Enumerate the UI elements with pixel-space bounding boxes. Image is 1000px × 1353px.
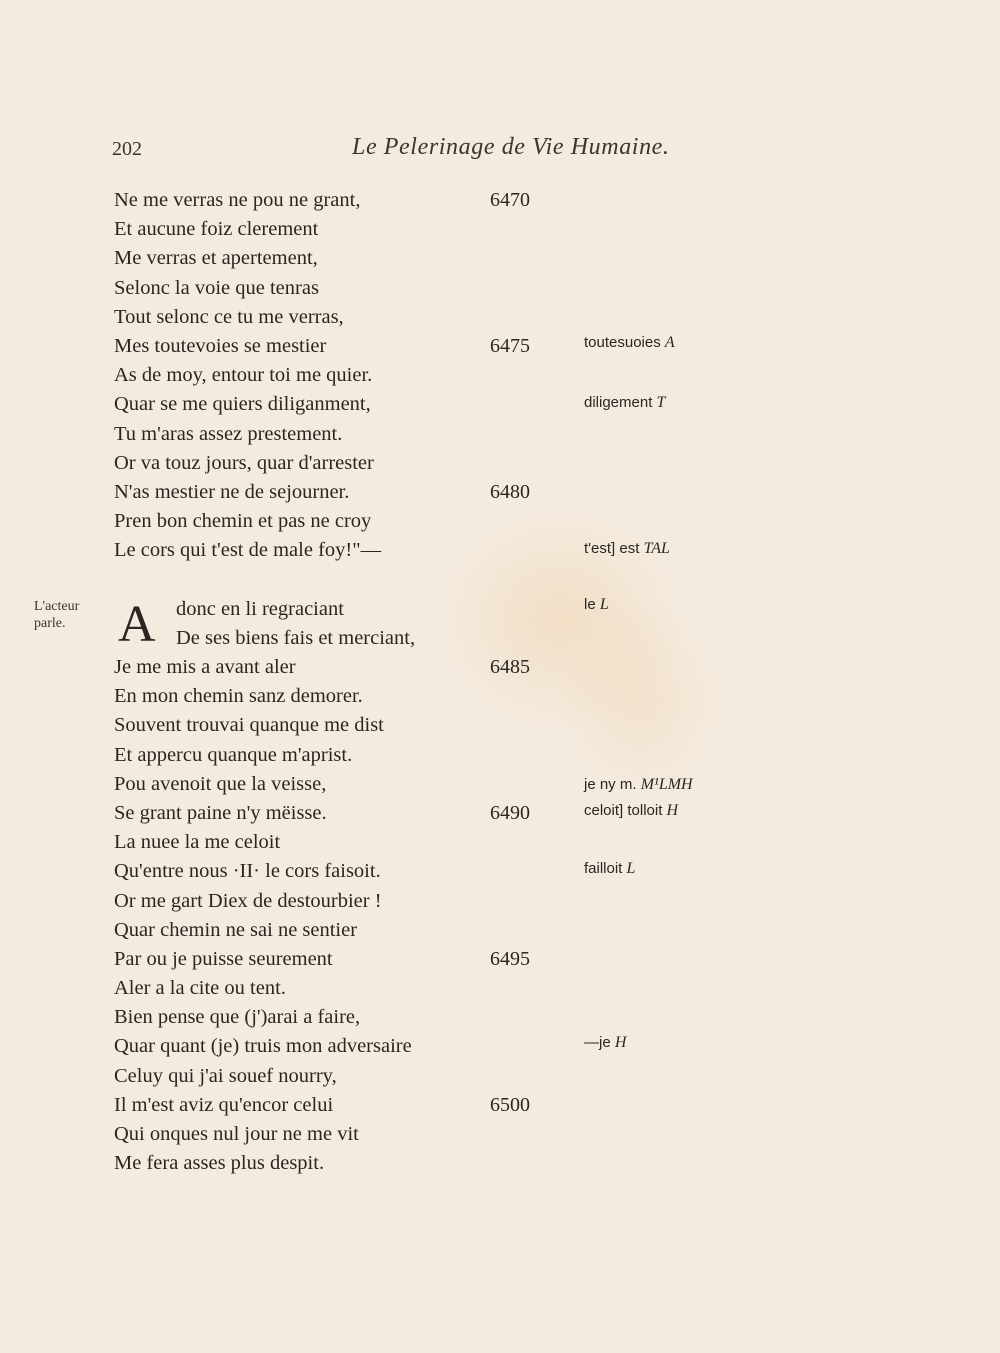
- verse-text: La nuee la me celoit: [114, 831, 281, 854]
- verse-text: En mon chemin sanz demorer.: [114, 685, 363, 708]
- verse-text: Quar quant (je) truis mon adversaire: [114, 1035, 412, 1058]
- verse-text: De ses biens fais et merciant,: [176, 626, 416, 649]
- verse-line: [114, 595, 574, 624]
- variant-lemma: t'est] est: [584, 540, 640, 557]
- verse-line: [114, 916, 574, 945]
- verse-column: [114, 186, 574, 1178]
- verse-text: Me fera asses plus despit.: [114, 1152, 325, 1175]
- variant-note: [584, 1034, 626, 1052]
- variant-sigla: L: [626, 860, 636, 877]
- verse-text: Qu'entre nous ·II· le cors faisoit.: [114, 860, 381, 883]
- verse-text: Qui onques nul jour ne me vit: [114, 1123, 359, 1145]
- verse-text: N'as mestier ne de sejourner.: [114, 480, 350, 503]
- verse-line: [114, 186, 574, 215]
- verse-text: Selonc la voie que tenras: [114, 276, 319, 299]
- verse-line: [114, 711, 574, 740]
- line-number: 6480: [490, 480, 530, 503]
- running-title: Le Pelerinage de Vie Humaine.: [352, 134, 670, 160]
- verse-line: [114, 682, 574, 711]
- verse-line: [114, 653, 574, 682]
- verse-text: Quar se me quiers diliganment,: [114, 393, 371, 416]
- verse-text: Pren bon chemin et pas ne croy: [114, 510, 372, 533]
- margin-note: [34, 598, 79, 632]
- verse-text: Et appercu quanque m'aprist.: [114, 743, 353, 766]
- initial-block: [114, 595, 574, 653]
- variant-note: [584, 334, 675, 352]
- verse-line: [114, 507, 574, 536]
- verse-text: Celuy qui j'ai souef nourry,: [114, 1064, 337, 1087]
- verse-line: [114, 857, 574, 886]
- verse-line: [114, 361, 574, 390]
- verse-text: Tu m'aras assez prestement.: [114, 422, 343, 445]
- variant-note: [584, 860, 635, 878]
- verse-line: [114, 1062, 574, 1091]
- variant-lemma: je ny m.: [584, 776, 637, 793]
- verse-line: [114, 887, 574, 916]
- drop-cap: A: [118, 595, 156, 653]
- verse-line: [114, 945, 574, 974]
- variant-sigla: A: [664, 334, 675, 351]
- variant-lemma: toutesuoies: [584, 334, 661, 351]
- verse-line: [114, 1091, 574, 1120]
- variant-lemma: celoit] tolloit: [584, 802, 663, 819]
- line-number: 6490: [490, 801, 530, 824]
- verse-line: [114, 420, 574, 449]
- verse-line: [114, 303, 574, 332]
- margin-note-line: parle.: [34, 616, 66, 631]
- variant-sigla: M¹LMH: [640, 776, 693, 793]
- variant-note: [584, 802, 678, 820]
- verse-line: [114, 332, 574, 361]
- verse-line: [114, 274, 574, 303]
- verse-text: Ne me verras ne pou ne grant,: [114, 189, 361, 211]
- verse-line: [114, 624, 574, 653]
- running-head: [112, 134, 712, 164]
- verse-line: [114, 536, 574, 565]
- verse-text: Or va touz jours, quar d'arrester: [114, 451, 374, 474]
- line-number: 6470: [490, 189, 530, 211]
- page-number: 202: [112, 138, 142, 160]
- verse-line: [114, 799, 574, 828]
- variant-sigla: H: [666, 802, 679, 819]
- line-number: 6475: [490, 334, 530, 357]
- variant-sigla: TAL: [643, 540, 670, 557]
- verse-line: [114, 1149, 574, 1178]
- verse-text: Or me gart Diex de destourbier !: [114, 889, 382, 912]
- verse-line: [114, 478, 574, 507]
- verse-text: Bien pense que (j')arai a faire,: [114, 1006, 361, 1029]
- variant-note: [584, 540, 670, 558]
- verse-line: [114, 390, 574, 419]
- variant-lemma: failloit: [584, 860, 623, 877]
- variant-lemma: —je: [584, 1034, 611, 1051]
- verse-text: Me verras et apertement,: [114, 247, 318, 270]
- verse-text: Mes toutevoies se mestier: [114, 334, 327, 357]
- verse-text: Il m'est aviz qu'encor celui: [114, 1093, 334, 1116]
- stanza-gap: [114, 565, 574, 594]
- verse-text: Tout selonc ce tu me verras,: [114, 305, 344, 328]
- verse-text: As de moy, entour toi me quier.: [114, 364, 373, 387]
- verse-line: [114, 974, 574, 1003]
- verse-line: [114, 215, 574, 244]
- verse-text: Pou avenoit que la veisse,: [114, 772, 327, 795]
- verse-text: Par ou je puisse seurement: [114, 947, 333, 970]
- verse-text: Souvent trouvai quanque me dist: [114, 714, 384, 737]
- verse-line: [114, 1120, 574, 1149]
- variant-sigla: H: [614, 1034, 627, 1051]
- variant-lemma: le: [584, 596, 596, 613]
- verse-line: [114, 244, 574, 273]
- verse-text: Aler a la cite ou tent.: [114, 977, 286, 1000]
- variant-note: [584, 596, 609, 614]
- verse-text: Le cors qui t'est de male foy!"—: [114, 539, 382, 562]
- variant-note: [584, 394, 665, 412]
- margin-note-line: L'acteur: [34, 599, 80, 614]
- variant-lemma: diligement: [584, 394, 653, 411]
- variant-sigla: T: [656, 394, 666, 411]
- variant-note: [584, 776, 693, 794]
- line-number: 6500: [490, 1093, 530, 1116]
- verse-line: [114, 741, 574, 770]
- verse-line: [114, 1003, 574, 1032]
- verse-text: donc en li regraciant: [176, 597, 344, 620]
- verse-text: Et aucune foiz clerement: [114, 218, 319, 241]
- line-number: 6495: [490, 947, 530, 970]
- verse-text: Se grant paine n'y mëisse.: [114, 801, 327, 824]
- variant-sigla: L: [599, 596, 609, 613]
- verse-text: Je me mis a avant aler: [114, 656, 296, 678]
- verse-text: Quar chemin ne sai ne sentier: [114, 918, 358, 941]
- line-number: 6485: [490, 656, 530, 678]
- verse-line: [114, 770, 574, 799]
- verse-line: [114, 828, 574, 857]
- verse-line: [114, 1032, 574, 1061]
- verse-line: [114, 449, 574, 478]
